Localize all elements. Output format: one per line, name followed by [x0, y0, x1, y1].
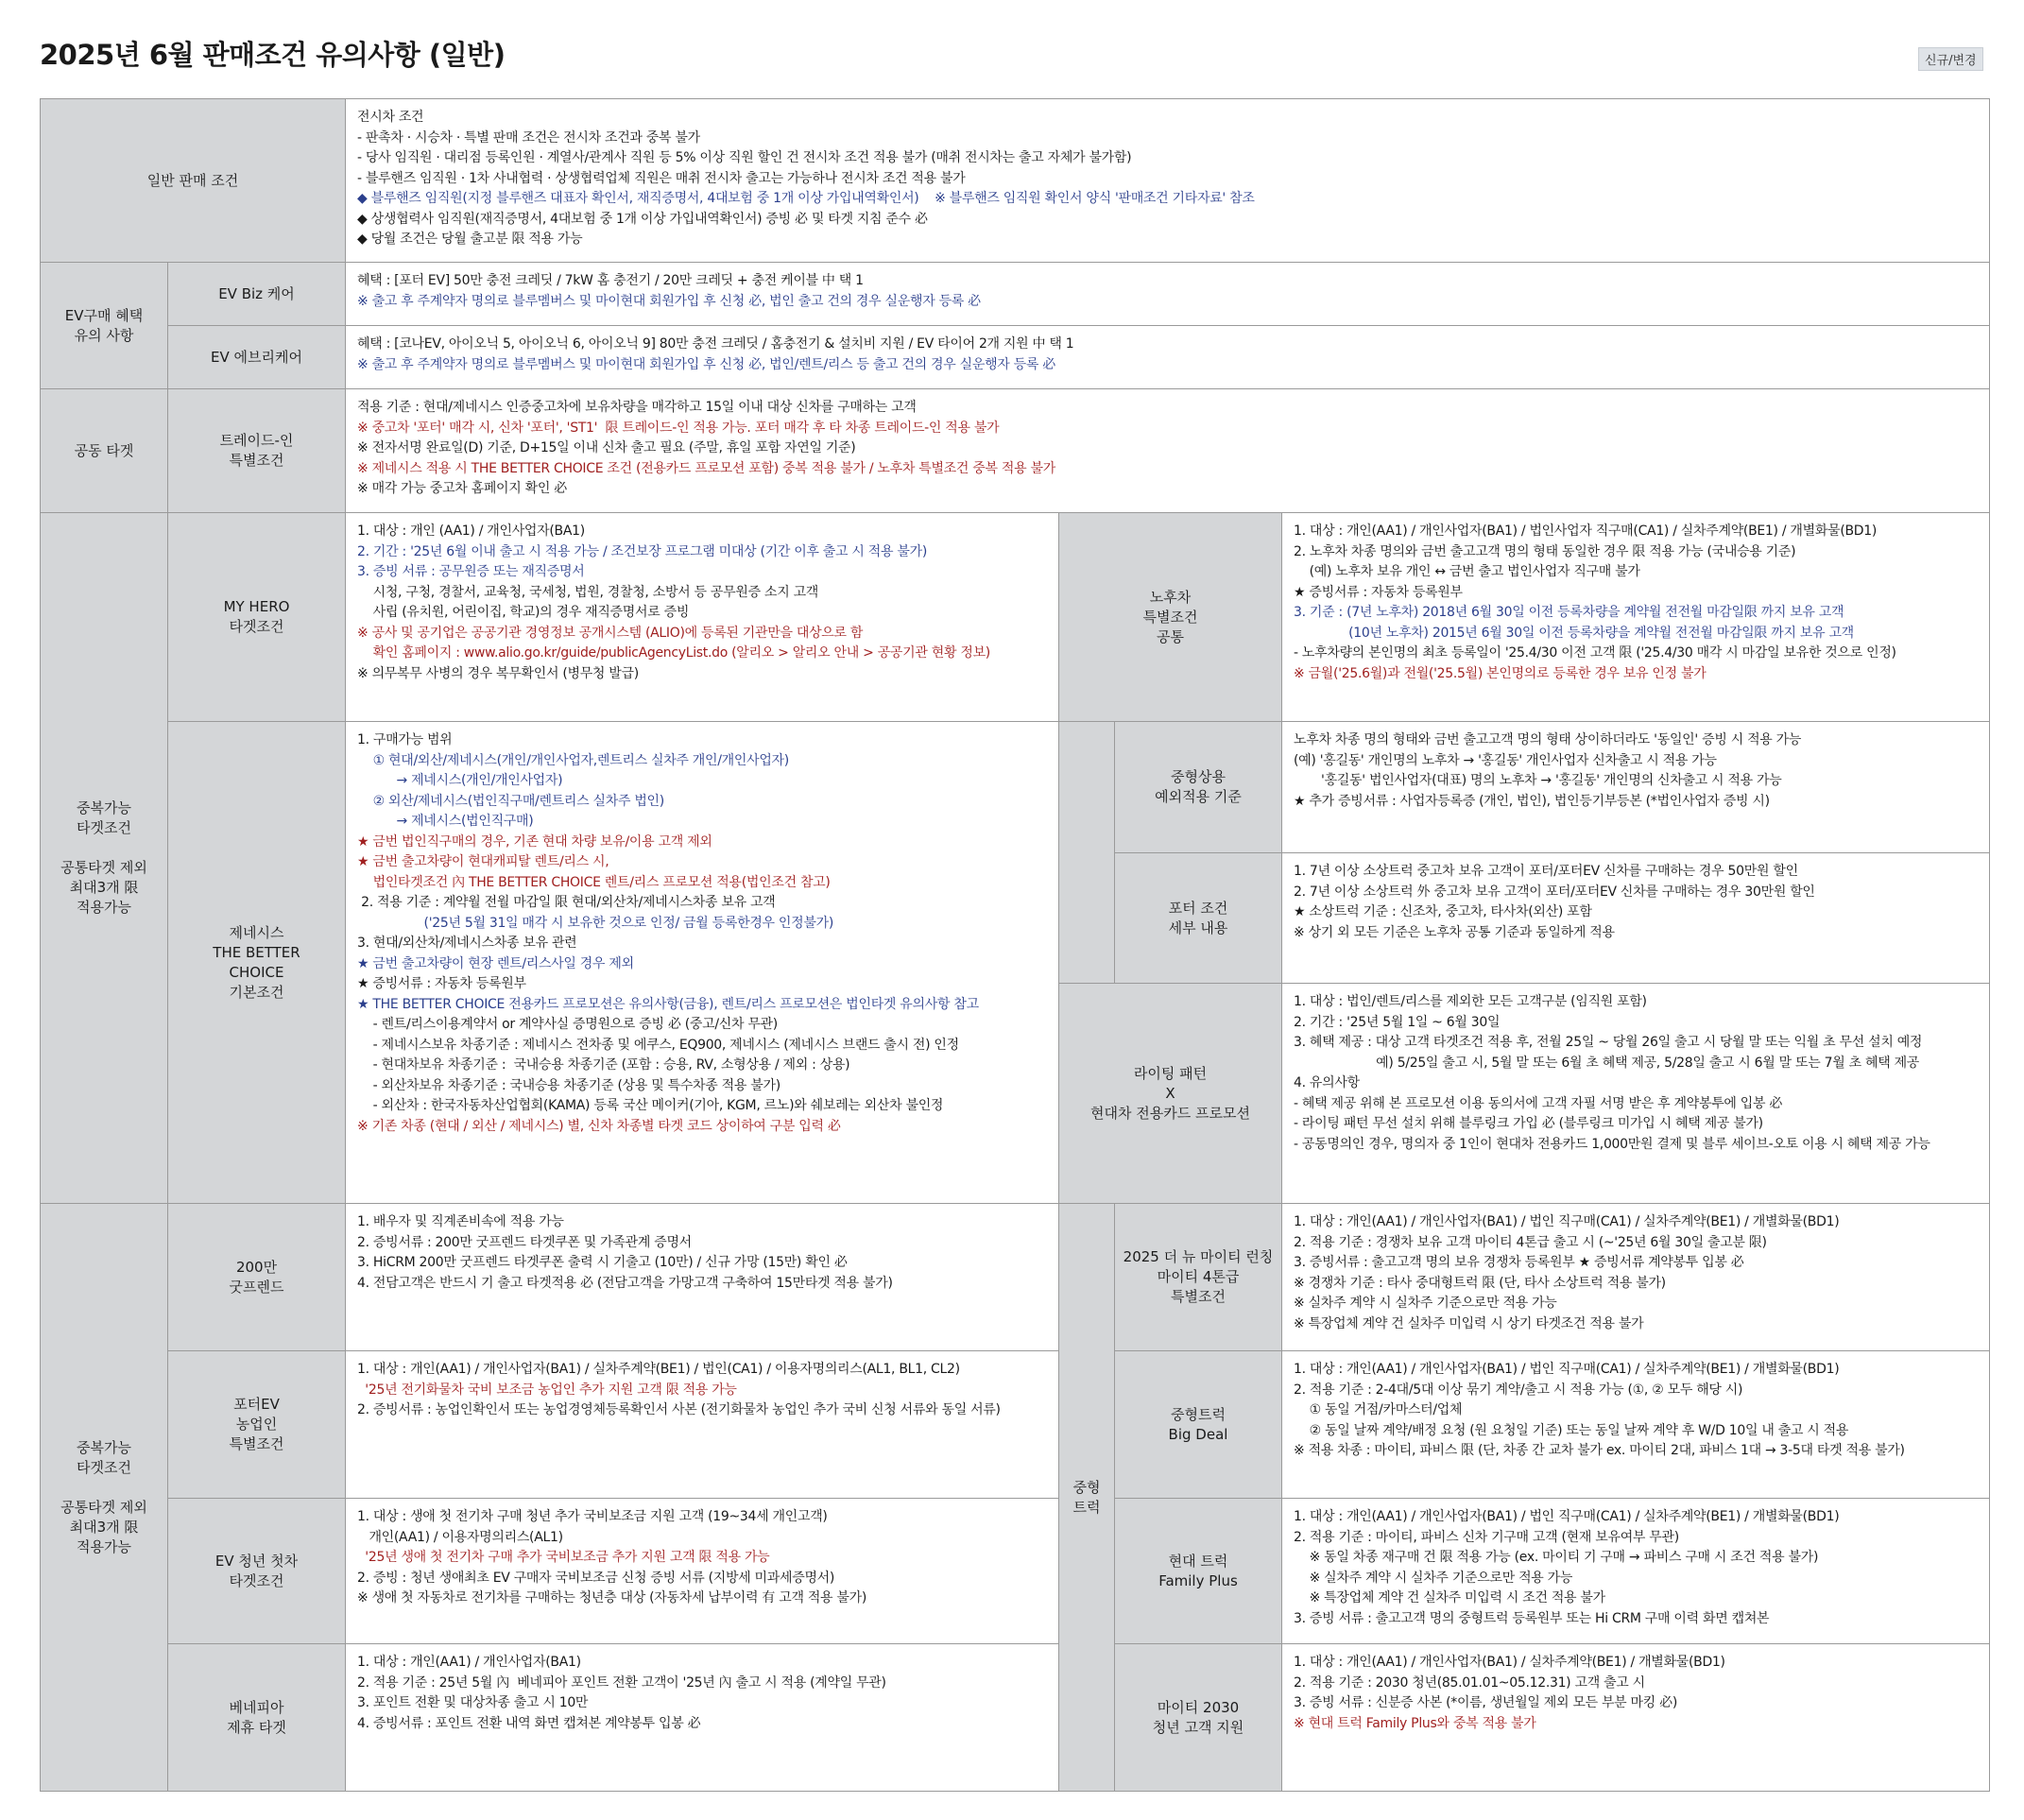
content-line: ◆ 블루핸즈 임직원(지정 블루핸즈 대표자 확인서, 재직증명서, 4대보험 중 1개 이상 가입내역확인서) ※ 블루핸즈 임직원 확인서 양식 '판매조건 기타자료' 참조: [357, 191, 1255, 206]
content-line: ※ 특장업체 계약 건 실차주 미입력 시 조건 적용 불가: [1294, 1590, 1605, 1605]
content-line: 1. 대상 : 개인(AA1) / 개인사업자(BA1) / 법인 직구매(CA1) / 실차주계약(BE1) / 개별화물(BD1): [1294, 1214, 1840, 1229]
content-line: → 제네시스(법인직구매): [357, 814, 534, 829]
content-line: ◆ 당월 조건은 당월 출고분 限 적용 가능: [357, 232, 583, 247]
label-porter: [1114, 852, 1282, 984]
label-general: [40, 98, 346, 263]
content-line: ★ 증빙서류 : 자동차 등록원부: [357, 976, 526, 991]
content-line: ※ 적용 차종 : 마이티, 파비스 限 (단, 차종 간 교차 불가 ex. 마이티 2대, 파비스 1대 → 3-5대 타겟 적용 불가): [1294, 1443, 1905, 1458]
content-line: 2. 적용 기준 : 마이티, 파비스 신차 기구매 고객 (현재 보유여부 무관): [1294, 1529, 1679, 1545]
cell-label-text: 베네피아 제휴 타겟: [227, 1698, 286, 1736]
cell-label-text: 200만 굿프렌드: [229, 1258, 284, 1296]
content-line: 2. 7년 이상 소상트럭 外 중고차 보유 고객이 포터/포터EV 신차를 구매하는 경우 30만원 할인: [1294, 884, 1815, 900]
content-line: (10년 노후차) 2015년 6월 30일 이전 등록차량을 계약월 전전월 마감일限 까지 보유 고객: [1294, 625, 1854, 641]
content-line: ※ 전자서명 완료일(D) 기준, D+15일 이내 신차 출고 필요 (주말, 휴일 포함 자연일 기준): [357, 440, 856, 455]
cell-label-text: 중복가능 타겟조건 공통타겟 제외 최대3개 限 적용가능: [60, 1438, 147, 1555]
content-ev-biz: [345, 262, 1990, 326]
content-mid-commercial: [1281, 721, 1990, 853]
content-line: ※ 공사 및 공기업은 공공기관 경영정보 공개시스템 (ALIO)에 등록된 기관만을 대상으로 함: [357, 625, 864, 641]
content-bigdeal: [1281, 1350, 1990, 1499]
content-line: ※ 실차주 계약 시 실차주 기준으로만 적용 가능: [1294, 1296, 1557, 1311]
label-benefia: [167, 1643, 346, 1792]
content-line: 1. 대상 : 생애 첫 전기차 구매 청년 추가 국비보조금 지원 고객 (19~34세 개인고객): [357, 1509, 828, 1524]
content-line: 1. 7년 이상 소상트럭 중고차 보유 고객이 포터/포터EV 신차를 구매하는 경우 50만원 할인: [1294, 864, 1798, 879]
cell-label-text: EV 에브리케어: [211, 348, 302, 366]
content-line: '홍길동' 법인사업자(대표) 명의 노후차 → '홍길동' 개인명의 신차출고 시 적용 가능: [1294, 773, 1782, 788]
content-line: 3. 현대/외산차/제네시스차종 보유 관련: [357, 936, 577, 951]
content-line: ※ 매각 가능 중고차 홈페이지 확인 必: [357, 481, 567, 496]
content-line: ※ 현대 트럭 Family Plus와 중복 적용 불가: [1294, 1715, 1536, 1731]
content-line: 2. 적용 기준 : 계약월 전월 마감일 限 현대/외산차/제네시스차종 보유 고객: [357, 895, 776, 910]
label-bigdeal: [1114, 1350, 1282, 1499]
content-ev-every: [345, 325, 1990, 389]
label-old-car: [1058, 512, 1282, 722]
content-porter: [1281, 852, 1990, 984]
content-line: → 제네시스(개인/개인사업자): [357, 773, 563, 788]
content-line: 사립 (유치원, 어린이집, 학교)의 경우 재직증명서로 증빙: [357, 605, 690, 620]
label-family: [1114, 1498, 1282, 1644]
content-line: 2. 기간 : '25년 5월 1일 ~ 6월 30일: [1294, 1014, 1501, 1030]
content-line: 2. 적용 기준 : 25년 5월 內 베네피아 포인트 전환 고객이 '25년 內 출고 시 적용 (계약일 무관): [357, 1674, 886, 1691]
content-myhero: [345, 512, 1059, 722]
label-mid-truck: [1058, 1203, 1115, 1792]
label-ev-youth: [167, 1498, 346, 1644]
content-line: ※ 출고 후 주계약자 명의로 블루멤버스 및 마이현대 회원가입 후 신청 必, 법인/렌트/리스 등 출고 건의 경우 실운행자 등록 必: [357, 356, 1055, 372]
content-line: 2. 노후차 차종 명의와 금번 출고고객 명의 형태 동일한 경우 限 적용 가능 (국내승용 기준): [1294, 543, 1796, 559]
label-joint: [40, 388, 168, 513]
content-line: 1. 대상 : 개인(AA1) / 개인사업자(BA1) / 실차주계약(BE1) / 개별화물(BD1): [1294, 1655, 1725, 1670]
content-line: 2. 증빙서류 : 농업인확인서 또는 농업경영체등록확인서 사본 (전기화물차 농업인 추가 국비 신청 서류와 동일 서류): [357, 1402, 1001, 1417]
content-line: 2. 증빙 : 청년 생애최초 EV 구매자 국비보조금 신청 증빙 서류 (지방세 미과세증명서): [357, 1570, 835, 1586]
content-line: 3. 기준 : (7년 노후차) 2018년 6월 30일 이전 등록차량을 계약월 전전월 마감일限 까지 보유 고객: [1294, 605, 1844, 620]
label-ev-benefit: [40, 262, 168, 389]
content-general: [345, 98, 1990, 263]
content-line: ※ 경쟁차 기준 : 타사 중대형트럭 限 (단, 타사 소상트럭 적용 불가): [1294, 1275, 1666, 1291]
content-line: ② 동일 날짜 계약/배정 요청 (원 요청일 기준) 또는 동일 날짜 계약 후 W/D 10일 내 출고 시 적용: [1294, 1422, 1849, 1438]
content-line: 4. 증빙서류 : 포인트 전환 내역 화면 캡쳐본 계약봉투 입봉 必: [357, 1715, 701, 1731]
content-line: 1. 대상 : 개인(AA1) / 개인사업자(BA1) / 법인 직구매(CA1) / 실차주계약(BE1) / 개별화물(BD1): [1294, 1509, 1840, 1524]
content-line: 1. 대상 : 개인(AA1) / 개인사업자(BA1) / 법인 직구매(CA1) / 실차주계약(BE1) / 개별화물(BD1): [1294, 1362, 1840, 1377]
content-line: 전시차 조건: [357, 110, 424, 125]
label-ev-biz: [167, 262, 346, 326]
content-line: 1. 대상 : 개인(AA1) / 개인사업자(BA1) / 실차주계약(BE1) / 법인(CA1) / 이용자명의리스(AL1, BL1, CL2): [357, 1362, 960, 1377]
label-trade-in: [167, 388, 346, 513]
content-line: '25년 생애 첫 전기차 구매 추가 국비보조금 추가 지원 고객 限 적용 가능: [357, 1550, 770, 1565]
content-line: ※ 제네시스 적용 시 THE BETTER CHOICE 조건 (전용카드 프로모션 포함) 중복 적용 불가 / 노후차 특별조건 중복 적용 불가: [357, 460, 1055, 476]
cell-label-text: 트레이드-인 특별조건: [219, 432, 294, 469]
content-line: - 판촉차 · 시승차 · 특별 판매 조건은 전시차 조건과 중복 불가: [357, 129, 700, 146]
content-line: - 렌트/리스이용계약서 or 계약사실 증명원으로 증빙 必 (중고/신차 무관): [357, 1017, 778, 1032]
label-mighty4: [1114, 1203, 1282, 1351]
status-badge: 신규/변경: [1918, 47, 1983, 71]
content-mighty4: [1281, 1203, 1990, 1351]
content-line: ('25년 5월 31일 매각 시 보유한 것으로 인정/ 금월 등록한경우 인정불가): [357, 915, 833, 931]
cell-label-text: 2025 더 뉴 마이티 런칭 마이티 4톤급 특별조건: [1123, 1248, 1274, 1305]
cell-label-text: 중복가능 타겟조건 공통타겟 제외 최대3개 限 적용가능: [60, 799, 147, 916]
content-line: ※ 중고차 '포터' 매각 시, 신차 '포터', 'ST1' 限 트레이드-인 적용 가능. 포터 매각 후 타 차종 트레이드-인 적용 불가: [357, 420, 1000, 436]
content-old-car: [1281, 512, 1990, 722]
content-line: - 외산차보유 차종기준 : 국내승용 차종기준 (상용 및 특수차종 적용 불가): [357, 1077, 780, 1093]
content-line: 1. 대상 : 법인/렌트/리스를 제외한 모든 고객구분 (임직원 포함): [1294, 994, 1647, 1009]
content-line: - 블루핸즈 임직원 · 1차 사내협력 · 상생협력업체 직원은 매취 전시차 출고는 가능하나 전시차 조건 적용 불가: [357, 170, 966, 186]
label-dup-2: [40, 1203, 168, 1792]
content-line: 2. 적용 기준 : 경쟁차 보유 고객 마이티 4톤급 출고 시 (~'25년 6월 30일 출고분 限): [1294, 1234, 1767, 1250]
content-line: - 노후차량의 본인명의 최초 등록일이 '25.4/30 이전 고객 限 ('25.4/30 매각 시 마감일 보유한 것으로 인정): [1294, 645, 1896, 661]
cell-label-text: 일반 판매 조건: [146, 171, 239, 189]
cell-label-text: 중형트럭 Big Deal: [1168, 1405, 1228, 1443]
content-line: ★ THE BETTER CHOICE 전용카드 프로모션은 유의사항(금융), 렌트/리스 프로모션은 법인타겟 유의사항 참고: [357, 996, 979, 1012]
content-line: ★ 증빙서류 : 자동차 등록원부: [1294, 584, 1463, 600]
content-line: 법인타겟조건 內 THE BETTER CHOICE 렌트/리스 프로모션 적용(법인조건 참고): [357, 874, 831, 890]
content-line: 3. 증빙 서류 : 신분증 사본 (*이름, 생년월일 제외 모든 부분 마킹 必): [1294, 1695, 1678, 1710]
content-line: 3. 증빙서류 : 출고고객 명의 보유 경쟁차 등록원부 ★ 증빙서류 계약봉투 입봉 必: [1294, 1255, 1744, 1270]
content-line: - 제네시스보유 차종기준 : 제네시스 전차종 및 에쿠스, EQ900, 제네시스 (제네시스 브랜드 출시 전) 인정: [357, 1037, 959, 1053]
content-lighting: [1281, 983, 1990, 1204]
cell-label-text: 제네시스 THE BETTER CHOICE 기본조건: [213, 923, 300, 1001]
content-line: ② 외산/제네시스(법인직구매/렌트리스 실차주 법인): [357, 793, 664, 809]
content-benefia: [345, 1643, 1059, 1792]
content-line: 예) 5/25일 출고 시, 5월 말 또는 6월 초 혜택 제공, 5/28일 출고 시 6월 말 또는 7월 초 혜택 제공: [1294, 1055, 1920, 1071]
content-line: 시청, 구청, 경찰서, 교육청, 국세청, 법원, 경찰청, 소방서 등 공무원증 소지 고객: [357, 584, 819, 600]
cell-label-text: 현대 트럭 Family Plus: [1158, 1552, 1238, 1589]
content-line: 2. 적용 기준 : 2030 청년(85.01.01~05.12.31) 고객 출고 시: [1294, 1674, 1645, 1691]
content-line: 확인 홈페이지 : www.alio.go.kr/guide/publicAgencyList.do (알리오 > 알리오 안내 > 공공기관 현황 정보): [357, 645, 990, 661]
content-line: ※ 상기 외 모든 기준은 노후차 공통 기준과 동일하게 적용: [1294, 924, 1615, 940]
label-lighting: [1058, 983, 1282, 1204]
cell-label-text: 중형상용 예외적용 기준: [1155, 768, 1242, 805]
content-genesis: [345, 721, 1059, 1204]
cell-label-text: 라이팅 패턴 X 현대차 전용카드 프로모션: [1090, 1064, 1250, 1122]
cell-label-text: MY HERO 타겟조건: [223, 598, 290, 635]
content-line: ※ 특장업체 계약 건 실차주 미입력 시 상기 타겟조건 적용 불가: [1294, 1315, 1644, 1331]
cell-label-text: 공동 타겟: [74, 441, 134, 459]
cell-label-text: 마이티 2030 청년 고객 지원: [1152, 1698, 1244, 1736]
content-line: 3. 증빙 서류 : 출고고객 명의 중형트럭 등록원부 또는 Hi CRM 구매 이력 화면 캡쳐본: [1294, 1610, 1770, 1626]
label-dup-1: [40, 512, 168, 1204]
content-line: 혜택 : [포터 EV] 50만 충전 크레딧 / 7kW 홈 충전기 / 20만 크레딧 + 충전 케이블 中 택 1: [357, 273, 864, 288]
content-ev-youth: [345, 1498, 1059, 1644]
content-line: ※ 기존 차종 (현대 / 외산 / 제네시스) 별, 신차 차종별 타겟 코드 상이하여 구분 입력 必: [357, 1118, 841, 1134]
content-line: (예) '홍길동' 개인명의 노후차 → '홍길동' 개인사업자 신차출고 시 적용 가능: [1294, 752, 1717, 768]
cell-label-text: EV Biz 케어: [218, 284, 295, 302]
content-line: 1. 구매가능 범위: [357, 732, 453, 747]
cell-label-text: 중형 트럭: [1072, 1478, 1101, 1516]
label-mid-commercial: [1114, 721, 1282, 853]
content-line: 1. 대상 : 개인 (AA1) / 개인사업자(BA1): [357, 524, 585, 539]
content-line: 3. HiCRM 200만 굿프렌드 타겟쿠폰 출력 시 기출고 (10만) / 신규 가망 (15만) 확인 必: [357, 1255, 848, 1270]
label-old-car-sub: [1058, 721, 1115, 984]
content-line: ※ 생애 첫 자동차로 전기차를 구매하는 청년층 대상 (자동차세 납부이력 有 고객 적용 불가): [357, 1590, 867, 1605]
label-porter-ev: [167, 1350, 346, 1499]
content-line: 4. 전담고객은 반드시 기 출고 타겟적용 必 (전담고객을 가망고객 구축하여 15만타겟 적용 불가): [357, 1275, 893, 1291]
content-line: ① 동일 거점/카마스터/업체: [1294, 1402, 1463, 1417]
cell-label-text: 노후차 특별조건 공통: [1142, 588, 1198, 645]
cell-label-text: 포터EV 농업인 특별조건: [229, 1396, 284, 1452]
content-line: 3. 포인트 전환 및 대상차종 출고 시 10만: [357, 1695, 589, 1710]
content-line: 1. 대상 : 개인(AA1) / 개인사업자(BA1) / 법인사업자 직구매(CA1) / 실차주계약(BE1) / 개별화물(BD1): [1294, 524, 1878, 539]
content-line: 혜택 : [코나EV, 아이오닉 5, 아이오닉 6, 아이오닉 9] 80만 충전 크레딧 / 홈충전기 & 설치비 지원 / EV 타이어 2개 지원 中 택 1: [357, 336, 1074, 352]
content-line: 2. 적용 기준 : 2-4대/5대 이상 묶기 계약/출고 시 적용 가능 (①, ② 모두 해당 시): [1294, 1382, 1743, 1398]
content-porter-ev: [345, 1350, 1059, 1499]
content-line: - 혜택 제공 위해 본 프로모션 이용 동의서에 고객 자필 서명 받은 후 계약봉투에 입봉 必: [1294, 1095, 1783, 1111]
label-myhero: [167, 512, 346, 722]
content-line: ※ 출고 후 주계약자 명의로 블루멤버스 및 마이현대 회원가입 후 신청 必, 법인 출고 건의 경우 실운행자 등록 必: [357, 293, 981, 309]
content-line: 노후차 차종 명의 형태와 금번 출고고객 명의 형태 상이하더라도 '동일인' 증빙 시 적용 가능: [1294, 732, 1802, 747]
content-family: [1281, 1498, 1990, 1644]
label-goodfriend: [167, 1203, 346, 1351]
cell-label-text: EV구매 혜택 유의 사항: [64, 306, 144, 344]
content-trade-in: [345, 388, 1990, 513]
content-line: ※ 실차주 계약 시 실차주 기준으로만 적용 가능: [1294, 1570, 1573, 1586]
content-line: 2. 기간 : '25년 6월 이내 출고 시 적용 가능 / 조건보장 프로그램 미대상 (기간 이후 출고 시 적용 불가): [357, 543, 927, 559]
page-title: 2025년 6월 판매조건 유의사항 (일반): [40, 39, 506, 71]
content-line: ★ 소상트럭 기준 : 신조차, 중고차, 타사차(외산) 포함: [1294, 904, 1592, 919]
content-line: 개인(AA1) / 이용자명의리스(AL1): [357, 1529, 563, 1545]
content-line: ① 현대/외산/제네시스(개인/개인사업자,렌트리스 실차주 개인/개인사업자): [357, 752, 789, 768]
content-line: (예) 노후차 보유 개인 ↔ 금번 출고 법인사업자 직구매 불가: [1294, 564, 1640, 579]
content-line: ※ 금월('25.6월)과 전월('25.5월) 본인명의로 등록한 경우 보유 인정 불가: [1294, 665, 1707, 681]
content-line: '25년 전기화물차 국비 보조금 농업인 추가 지원 고객 限 적용 가능: [357, 1382, 737, 1398]
label-genesis: [167, 721, 346, 1204]
content-line: ※ 의무복무 사병의 경우 복무확인서 (병무청 발급): [357, 665, 639, 681]
content-line: ★ 금번 출고차량이 현대캐피탈 렌트/리스 시,: [357, 854, 609, 869]
content-line: ※ 동일 차종 재구매 건 限 적용 가능 (ex. 마이티 기 구매 → 파비스 구매 시 조건 적용 불가): [1294, 1550, 1819, 1565]
cell-label-text: 포터 조건 세부 내용: [1168, 899, 1228, 936]
content-line: - 현대차보유 차종기준 : 국내승용 차종기준 (포함 : 승용, RV, 소형상용 / 제외 : 상용): [357, 1057, 850, 1073]
content-line: ◆ 상생협력사 임직원(재직증명서, 4대보험 중 1개 이상 가입내역확인서) 증빙 必 및 타겟 지침 준수 必: [357, 211, 928, 227]
content-line: 1. 대상 : 개인(AA1) / 개인사업자(BA1): [357, 1655, 581, 1670]
content-line: 적용 기준 : 현대/제네시스 인증중고차에 보유차량을 매각하고 15일 이내 대상 신차를 구매하는 고객: [357, 400, 917, 415]
content-line: - 외산차 : 한국자동차산업협회(KAMA) 등록 국산 메이커(기아, KGM, 르노)와 쉐보레는 외산차 불인정: [357, 1098, 944, 1113]
content-line: 2. 증빙서류 : 200만 굿프렌드 타겟쿠폰 및 가족관계 증명서: [357, 1234, 692, 1250]
content-line: 4. 유의사항: [1294, 1075, 1360, 1090]
label-ev-every: [167, 325, 346, 389]
label-mighty2030: [1114, 1643, 1282, 1792]
content-line: 1. 배우자 및 직계존비속에 적용 가능: [357, 1214, 564, 1229]
content-goodfriend: [345, 1203, 1059, 1351]
content-line: - 공동명의인 경우, 명의자 중 1인이 현대차 전용카드 1,000만원 결제 및 블루 세이브-오토 이용 시 혜택 제공 가능: [1294, 1136, 1930, 1152]
cell-label-text: EV 청년 첫차 타겟조건: [214, 1552, 299, 1589]
content-line: 3. 혜택 제공 : 대상 고객 타겟조건 적용 후, 전월 25일 ~ 당월 26일 출고 시 당월 말 또는 익월 초 무선 설치 예정: [1294, 1035, 1923, 1050]
content-line: - 당사 임직원 · 대리점 등록인원 · 계열사/관계사 직원 등 5% 이상 직원 할인 건 전시차 조건 적용 불가 (매취 전시차는 출고 자체가 불가함): [357, 150, 1132, 165]
content-line: - 라이팅 패턴 무선 설치 위해 블루링크 가입 必 (블루링크 미가입 시 혜택 제공 불가): [1294, 1116, 1763, 1131]
content-mighty2030: [1281, 1643, 1990, 1792]
content-line: ★ 금번 법인직구매의 경우, 기존 현대 차량 보유/이용 고객 제외: [357, 833, 712, 850]
content-line: ★ 금번 출고차량이 현장 렌트/리스사일 경우 제외: [357, 955, 634, 971]
content-line: ★ 추가 증빙서류 : 사업자등록증 (개인, 법인), 법인등기부등본 (*법인사업자 증빙 시): [1294, 793, 1770, 809]
content-line: 3. 증빙 서류 : 공무원증 또는 재직증명서: [357, 564, 585, 579]
